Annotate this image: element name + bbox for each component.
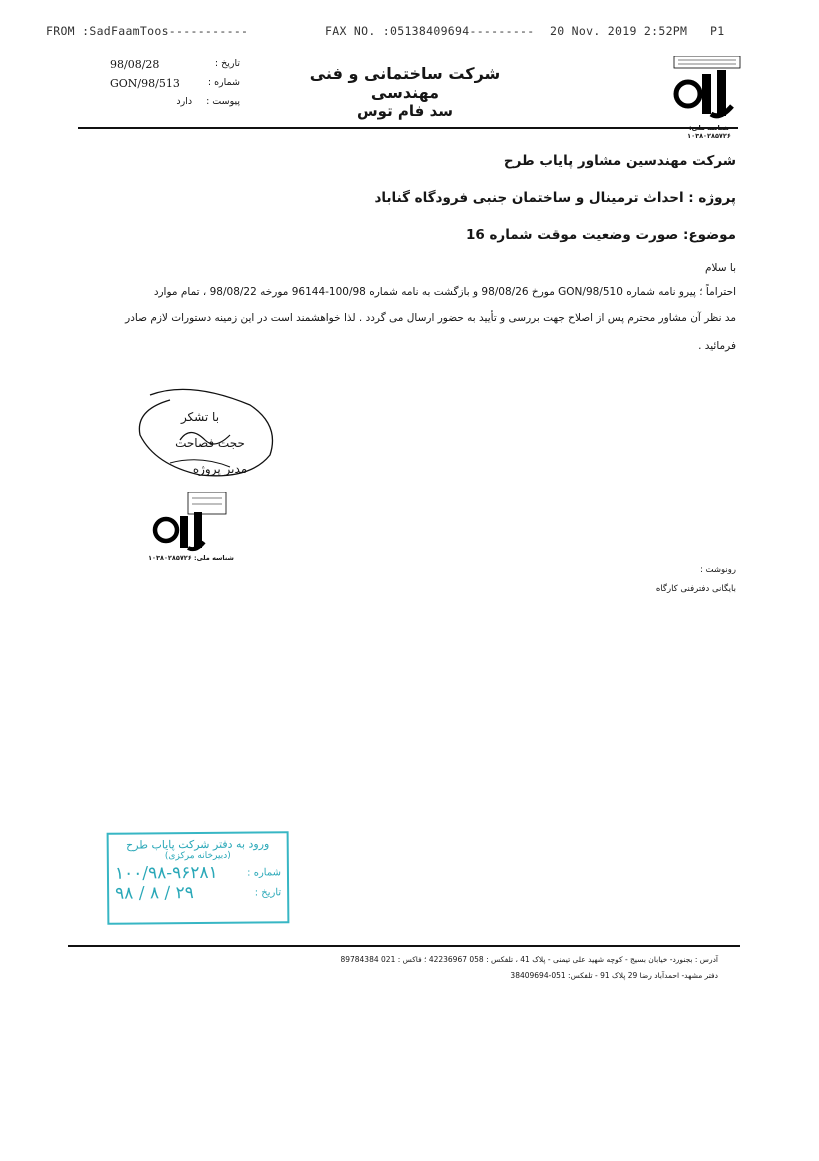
meta-date-label: تاریخ : bbox=[214, 58, 240, 69]
project-line: پروژه : احداث ترمینال و ساختمان جنبی فرودگاه گناباد bbox=[374, 190, 736, 206]
company-logo bbox=[672, 56, 742, 122]
logo-caption: ۱۰۳۸۰۲۸۵۷۲۶ bbox=[687, 132, 731, 140]
company-name: شرکت ساختمانی و فنی مهندسی bbox=[309, 64, 501, 102]
meta-number-value: GON/98/513 bbox=[110, 77, 180, 90]
letter-meta bbox=[110, 58, 240, 115]
meta-number-label: شماره : bbox=[207, 77, 240, 88]
company-subname: سد فام توس bbox=[356, 102, 454, 120]
received-stamp-date-label: تاریخ : bbox=[254, 886, 282, 899]
meta-attachment-row bbox=[110, 96, 240, 115]
greeting: با سلام bbox=[704, 262, 736, 274]
meta-date-value: 98/08/28 bbox=[110, 58, 160, 71]
meta-attachment-value: دارد bbox=[176, 96, 193, 107]
received-stamp-date-row bbox=[109, 882, 287, 904]
footer-divider bbox=[68, 945, 740, 947]
signature-icon bbox=[130, 385, 290, 485]
meta-date-row bbox=[110, 58, 240, 77]
cc-item: بایگانی دفترفنی کارگاه bbox=[655, 584, 736, 594]
recipient: شرکت مهندسین مشاور پایاب طرح bbox=[503, 153, 736, 169]
meta-attachment-label: پیوست : bbox=[206, 96, 240, 107]
received-stamp-number-row bbox=[109, 862, 287, 884]
fax-datetime: 20 Nov. 2019 2:52PM bbox=[550, 24, 688, 38]
header-divider bbox=[78, 127, 738, 129]
body-line-2: مد نظر آن مشاور محترم پس از اصلاح جهت بررسی و تأیید به حضور ارسال می گردد . لذا خواهشمند است در این زمینه دستورات لازم صادر bbox=[125, 312, 736, 324]
received-stamp-subtitle: (دبیرخانه مرکزی) bbox=[164, 850, 231, 862]
fax-page: P1 bbox=[710, 24, 725, 38]
received-stamp-date: ۹۸ / ۸ / ۲۹ bbox=[115, 883, 194, 904]
subject-line: موضوع: صورت وضعیت موقت شماره 16 bbox=[465, 227, 736, 243]
signer-title: مدیر پروژه bbox=[192, 462, 248, 476]
received-stamp bbox=[107, 831, 290, 925]
logo-icon bbox=[672, 56, 742, 122]
signer-name: حجت فصاحت bbox=[175, 436, 245, 450]
footer-address-1: آدرس : بجنورد- خیابان بسیج - کوچه شهید علی تیمنی - پلاک 41 ، تلفکس : 058 42236967 ؛ فاکس : 021 89784384 bbox=[340, 955, 718, 964]
footer-address-2: دفتر مشهد- احمدآباد رضا 29 پلاک 91 - تلفکس: 051-38409694 bbox=[510, 971, 718, 980]
cc-label: رونوشت : bbox=[699, 565, 736, 575]
stamp-logo-icon bbox=[152, 492, 230, 554]
company-stamp bbox=[152, 492, 230, 554]
received-stamp-number: ۱۰۰/۹۸-۹۶۲۸۱ bbox=[114, 862, 218, 884]
meta-number-row bbox=[110, 77, 240, 96]
received-stamp-title: ورود به دفتر شرکت پایاب طرح bbox=[126, 837, 270, 852]
signature bbox=[130, 385, 290, 485]
fax-from: FROM :SadFaamToos----------- bbox=[46, 24, 249, 38]
stamp-caption: شناسه ملی: ۱۰۳۸۰۲۸۵۷۲۶ bbox=[148, 554, 234, 562]
body-line-3: فرمائید . bbox=[698, 340, 736, 352]
closing: با تشکر bbox=[180, 410, 220, 424]
received-stamp-number-label: شماره : bbox=[247, 866, 282, 879]
fax-number: FAX NO. :05138409694--------- bbox=[325, 24, 535, 38]
body-line-1: احتراماً ؛ پیرو نامه شماره GON/98/510 مورخ 98/08/26 و بازگشت به نامه شماره 100/98-96144 مورخه 98/08/22 ، تمام موارد bbox=[153, 286, 736, 298]
